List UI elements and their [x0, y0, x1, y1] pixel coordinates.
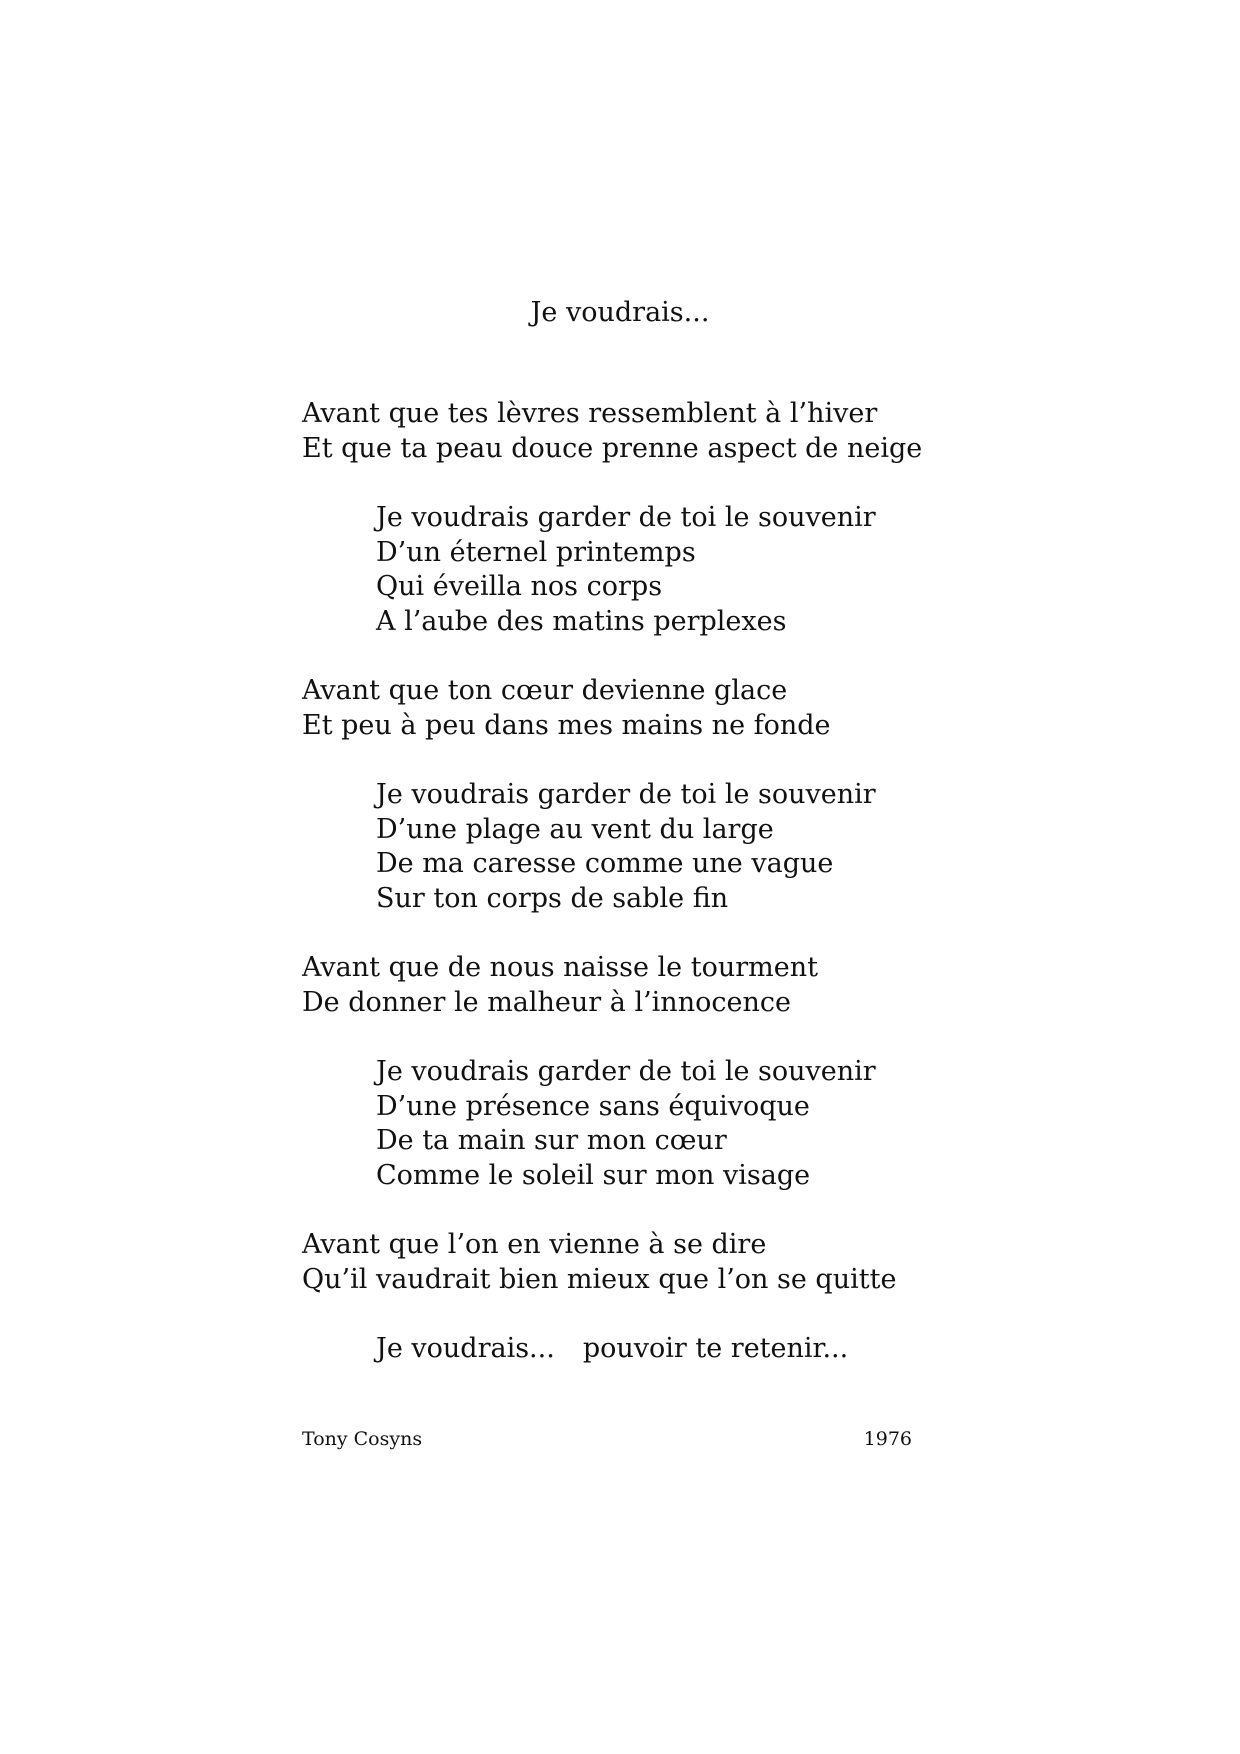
poem-line: De ta main sur mon cœur — [376, 1125, 727, 1156]
poem-line: Avant que ton cœur devienne glace — [302, 675, 788, 706]
poem-title: Je voudrais... — [530, 297, 710, 328]
poem-line: Qui éveilla nos corps — [376, 571, 663, 602]
final-line-part-2: pouvoir te retenir... — [582, 1333, 849, 1364]
stanza-1 — [302, 397, 1062, 466]
poem-line: Sur ton corps de sable fin — [376, 882, 729, 914]
final-line-part-1: Je voudrais... — [376, 1333, 555, 1364]
poem-line: Je voudrais garder de toi le souvenir — [376, 779, 876, 810]
poem-line: Avant que de nous naisse le tourment — [302, 952, 818, 983]
author-name: Tony Cosyns — [302, 1428, 423, 1450]
poem-line: A l’aube des matins perplexes — [376, 605, 787, 637]
poem-line: Avant que tes lèvres ressemblent à l’hiver — [302, 398, 878, 429]
stanza-5 — [302, 951, 1062, 1020]
stanza-6 — [302, 1055, 1062, 1193]
poem-line: Avant que l’on en vienne à se dire — [302, 1229, 767, 1260]
final-stanza — [302, 1332, 1062, 1367]
stanza-4 — [302, 778, 1062, 916]
poem-year: 1976 — [863, 1428, 912, 1450]
poem-line: D’une plage au vent du large — [376, 813, 774, 845]
poem-line: Et peu à peu dans mes mains ne fonde — [302, 709, 831, 741]
poem-body — [302, 397, 1062, 1402]
final-line — [376, 1332, 1062, 1367]
poem-footer — [302, 1426, 912, 1452]
poem-line: D’une présence sans équivoque — [376, 1090, 810, 1122]
poem-line: Je voudrais garder de toi le souvenir — [376, 502, 876, 533]
stanza-2 — [302, 501, 1062, 639]
poem-line: Comme le soleil sur mon visage — [376, 1159, 811, 1191]
poem-line: D’un éternel printemps — [376, 536, 696, 568]
poem-line: Je voudrais garder de toi le souvenir — [376, 1056, 876, 1087]
stanza-3 — [302, 674, 1062, 743]
poem-line: Qu’il vaudrait bien mieux que l’on se quitte — [302, 1263, 897, 1295]
poem-line: De ma caresse comme une vague — [376, 848, 834, 879]
stanza-7 — [302, 1228, 1062, 1297]
poem-line: Et que ta peau douce prenne aspect de neige — [302, 432, 923, 464]
poem-line: De donner le malheur à l’innocence — [302, 986, 791, 1018]
